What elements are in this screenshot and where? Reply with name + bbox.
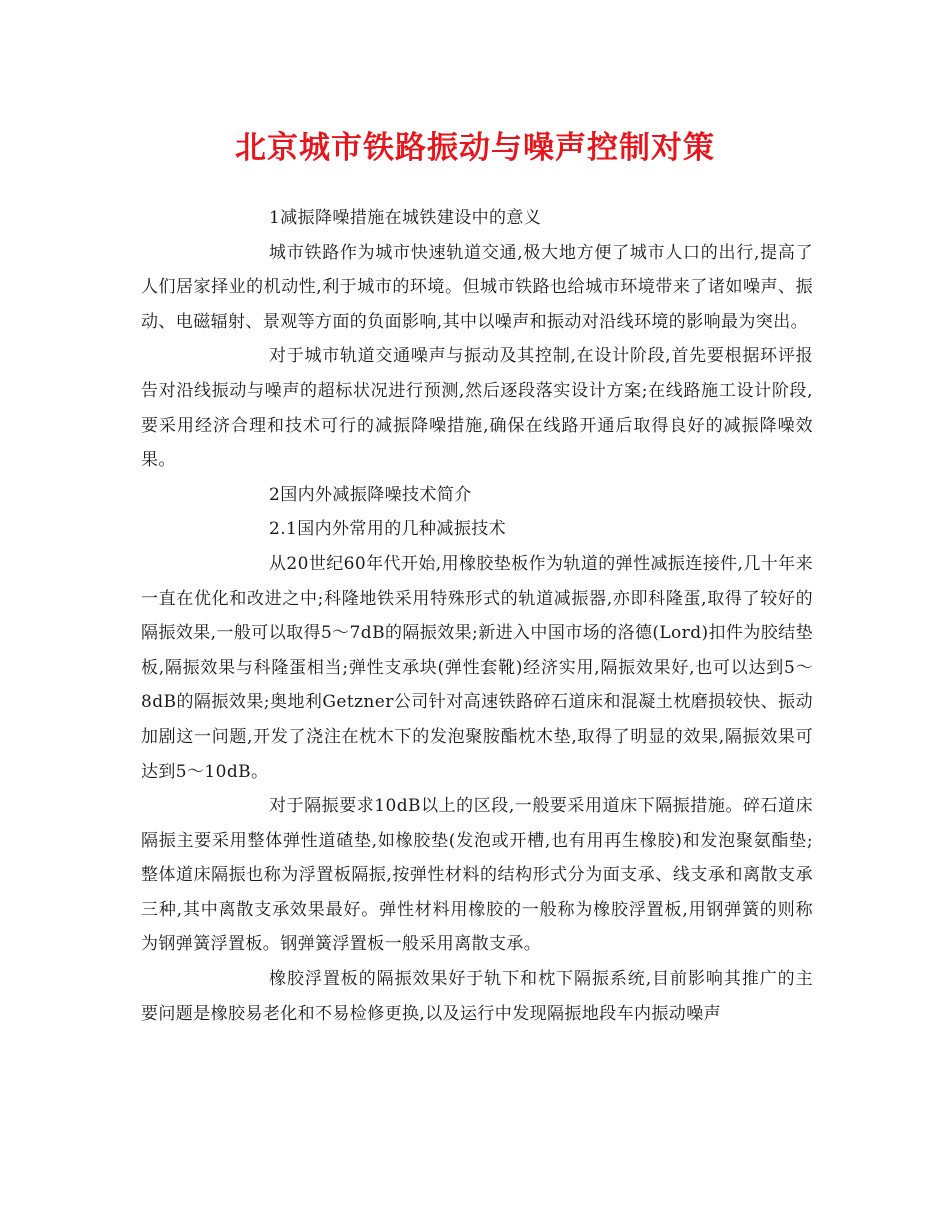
paragraph-4: 对于隔振要求10dB以上的区段,一般要采用道床下隔振措施。碎石道床隔振主要采用整体弹性道碴垫,如橡胶垫(发泡或开槽,也有用再生橡胶)和发泡聚氨酯垫;整体道床隔振也称为浮置板隔振,按弹性材料的结构形式分为面支承、线支承和离散支承三种,其中离散支承效果最好。弹性材料用橡胶的一般称为橡胶浮置板,用钢弹簧的则称为钢弹簧浮置板。钢弹簧浮置板一般采用离散支承。 bbox=[141, 796, 813, 955]
document-title: 北京城市铁路振动与噪声控制对策 bbox=[235, 130, 715, 166]
paragraph-3: 从20世纪60年代开始,用橡胶垫板作为轨道的弹性减振连接件,几十年来一直在优化和改进之中;科隆地铁采用特殊形式的轨道减振器,亦即科隆蛋,取得了较好的隔振效果,一般可以取得5～7dB的隔振效果;新进入中国市场的洛德(Lord)扣件为胶结垫板,隔振效果与科隆蛋相当;弹性支承块(弹性套靴)经济实用,隔振效果好,也可以达到5～8dB的隔振效果;奥地利Getzner公司针对高速铁路碎石道床和混凝土枕磨损较快、振动加剧这一问题,开发了浇注在枕木下的发泡聚胺酯枕木垫,取得了明显的效果,隔振效果可达到5～10dB。 bbox=[141, 553, 813, 782]
paragraph-5: 橡胶浮置板的隔振效果好于轨下和枕下隔振系统,目前影响其推广的主要问题是橡胶易老化和不易检修更换,以及运行中发现隔振地段车内振动噪声 bbox=[141, 969, 813, 1024]
section-heading-2: 2国内外减振降噪技术简介 bbox=[269, 484, 472, 505]
paragraph-2: 对于城市轨道交通噪声与振动及其控制,在设计阶段,首先要根据环评报告对沿线振动与噪声的超标状况进行预测,然后逐段落实设计方案;在线路施工设计阶段,要采用经济合理和技术可行的减振降噪措施,确保在线路开通后取得良好的减振降噪效果。 bbox=[141, 346, 813, 471]
section-heading-1: 1减振降噪措施在城铁建设中的意义 bbox=[269, 208, 542, 228]
subsection-heading-2-1: 2.1国内外常用的几种减振技术 bbox=[269, 519, 507, 540]
document-body bbox=[141, 201, 813, 1031]
paragraph-1: 城市铁路作为城市快速轨道交通,极大地方便了城市人口的出行,提高了人们居家择业的机动性,利于城市的环境。但城市铁路也给城市环境带来了诸如噪声、振动、电磁辐射、景观等方面的负面影响,其中以噪声和振动对沿线环境的影响最为突出。 bbox=[141, 242, 813, 332]
